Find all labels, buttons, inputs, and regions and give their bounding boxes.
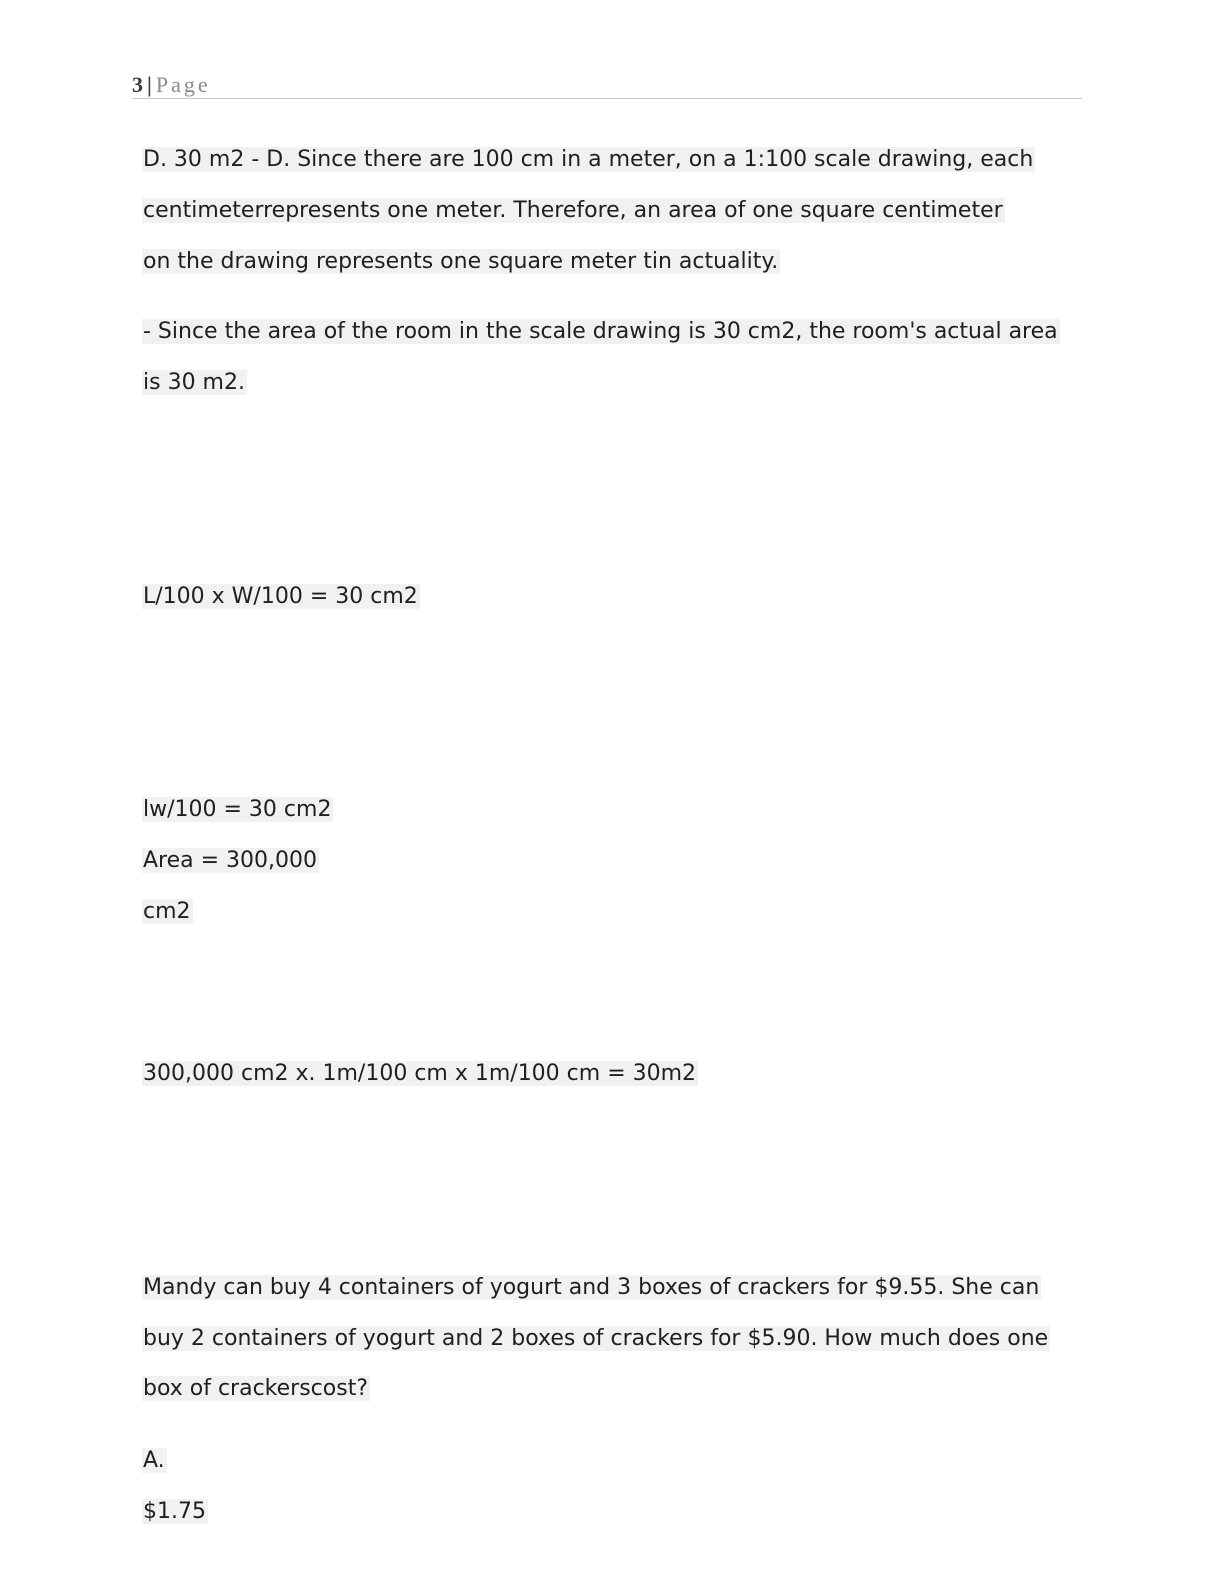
body-line: centimeterrepresents one meter. Therefore, an area of one square centimeter [143,198,1003,223]
page-header [132,70,1082,99]
page-label [147,72,211,98]
equation-line: 300,000 cm2 x. 1m/100 cm x 1m/100 cm = 30m2 [143,1061,697,1086]
body-line: D. 30 m2 - D. Since there are 100 cm in a meter, on a 1:100 scale drawing, each [143,147,1034,172]
equation-line: L/100 x W/100 = 30 cm2 [143,584,418,609]
answer-option-label: A. [143,1448,165,1473]
question-line: Mandy can buy 4 containers of yogurt and 3 boxes of crackers for $9.55. She can [143,1275,1040,1300]
page-number: 3 [132,72,143,97]
question-line: buy 2 containers of yogurt and 2 boxes of crackers for $5.90. How much does one [143,1326,1049,1351]
body-line: is 30 m2. [143,370,245,395]
equation-line: cm2 [143,899,191,924]
header-separator: | [147,72,156,97]
body-line: - Since the area of the room in the scale drawing is 30 cm2, the room's actual area [143,319,1058,344]
page-word: Page [155,72,211,97]
body-line: on the drawing represents one square meter tin actuality. [143,249,779,274]
answer-option-value: $1.75 [143,1499,206,1524]
equation-line: Area = 300,000 [143,848,318,873]
equation-line: lw/100 = 30 cm2 [143,797,332,822]
question-line: box of crackerscost? [143,1376,368,1401]
